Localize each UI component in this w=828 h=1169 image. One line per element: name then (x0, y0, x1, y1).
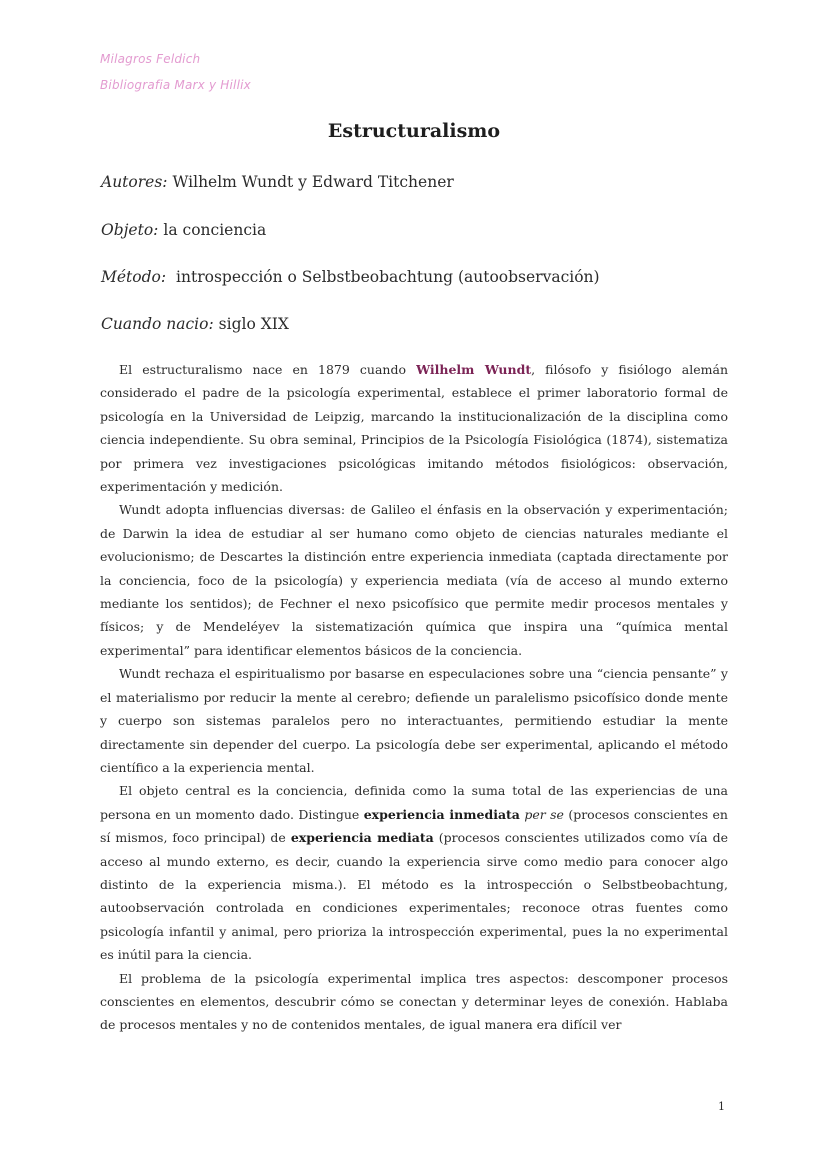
meta-cuando-value: siglo XIX (218, 315, 289, 333)
meta-objeto-value: la conciencia (163, 221, 267, 239)
header-bibliography: Bibliografia Marx y Hillix (100, 78, 251, 92)
meta-autores-label: Autores: (101, 173, 168, 191)
page-number: 1 (718, 1100, 725, 1113)
meta-cuando (101, 315, 289, 333)
p1-text-b: , filósofo y fisiólogo alemán considerado el padre de la psicología experimental, establece el primer laboratorio formal de psicología en la Universidad de Leipzig, marcando la institucionalización de la disciplina como ciencia independiente. Su obra seminal, Principios de la Psicología Fisiológica (1874), sistematiza por primera vez investigaciones psicológicas imitando métodos fisiológicos: observación, experimentación y medición. (100, 362, 728, 495)
wundt-highlight: Wilhelm Wundt (416, 362, 532, 377)
meta-metodo (101, 268, 600, 286)
p4-text-c: (procesos conscientes utilizados como vía de acceso al mundo externo, es decir, cuando la experiencia sirve como medio para conocer algo distinto de la experiencia misma.). El método es la introspección o Selbstbeobachtung, autoobservación controlada en condiciones experimentales; reconoce otras fuentes como psicología infantil y animal, pero prioriza la introspección experimental, pues la no experimental es inútil para la ciencia. (100, 830, 728, 963)
paragraph-5: El problema de la psicología experimental implica tres aspectos: descomponer procesos conscientes en elementos, descubrir cómo se conectan y determinar leyes de conexión. Hablaba de procesos mentales y no de contenidos mentales, de igual manera era difícil ver (100, 970, 728, 1033)
p4-text-a: El objeto central es la conciencia, definida como la suma total de las experiencias de una persona en un momento dado. Distingue (100, 783, 728, 822)
header-author: Milagros Feldich (100, 52, 201, 66)
paragraph-2: Wundt adopta influencias diversas: de Galileo el énfasis en la observación y experimentación; de Darwin la idea de estudiar al ser humano como objeto de ciencias naturales mediante el evolucionismo; de Descartes la distinción entre experiencia inmediata (captada directamente por la conciencia, foco de la psicología) y experiencia mediata (vía de acceso al mundo externo mediante los sentidos); de Fechner el nexo psicofísico que permite medir procesos mentales y físicos; y de Mendeléyev la sistematización química que inspira una “química mental experimental” para identificar elementos básicos de la conciencia. (100, 502, 728, 658)
meta-objeto-label: Objeto: (101, 221, 159, 239)
meta-metodo-value: introspección o Selbstbeobachtung (autoobservación) (176, 268, 600, 286)
body-text (100, 358, 728, 1037)
meta-autores-value: Wilhelm Wundt y Edward Titchener (172, 173, 454, 191)
meta-cuando-label: Cuando nacio: (101, 315, 214, 333)
p4-italic-per-se: per se (524, 806, 564, 822)
meta-objeto (101, 221, 266, 239)
p1-text-a: El estructuralismo nace en 1879 cuando (119, 362, 417, 377)
paragraph-4 (100, 779, 728, 966)
page-title: Estructuralismo (327, 120, 501, 142)
paragraph-1 (100, 358, 728, 498)
paragraph-3: Wundt rechaza el espiritualismo por basarse en especulaciones sobre una “ciencia pensante” y el materialismo por reducir la mente al cerebro; defiende un paralelismo psicofísico donde mente y cuerpo son sistemas paralelos pero no interactuantes, permitiendo estudiar la mente directamente sin depender del cuerpo. La psicología debe ser experimental, aplicando el método científico a la experiencia mental. (100, 666, 728, 775)
p4-text-b: (procesos conscientes en sí mismos, foco principal) de (100, 806, 728, 846)
p4-bold-inmediata: experiencia inmediata (363, 806, 520, 822)
p4-bold-mediata: experiencia mediata (290, 830, 434, 846)
meta-metodo-label: Método: (101, 268, 167, 286)
meta-autores (101, 173, 454, 191)
